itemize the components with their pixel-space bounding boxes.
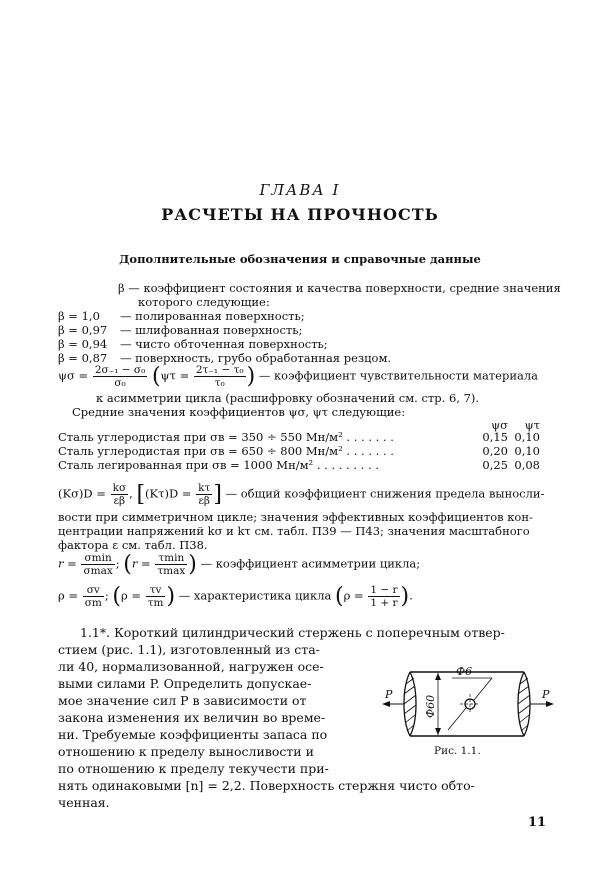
r-tau-fraction: $\frac{\tau\min}{\tau\max}$ [157, 552, 186, 577]
beta-item: β = 0,97 — шлифованная поверхность; [58, 323, 303, 337]
kd-text: фактора ε см. табл. П38. [58, 538, 208, 552]
psi-sigma-fraction: $\frac{\text{2σ₋₁ − σ₀}}{\text{σ₀}}$ [94, 364, 146, 389]
beta-item: β = 1,0 — полированная поверхность; [58, 309, 305, 323]
force-left-label: P [385, 688, 393, 701]
rho-r-fraction: $\frac{1 - r}{1 + r}$ [370, 584, 398, 609]
rod-drawing [382, 660, 554, 750]
psi-formula: ψσ = $\frac{\text{2σ₋₁ − σ₀}}{\text{σ₀}}$ (ψτ = $\frac{\text{2τ₋₁ − τ₀}}{\text{τ₀}}$ ) — коэффициент чувствительности материала [58, 364, 539, 389]
kd-formula: (Kσ)D = $\frac{k\sigma}{\varepsilon\beta}$ , [(Kτ)D = $\frac{k\tau}{\varepsilon\beta}$ ] — общий коэффициент снижения предела выносли- [58, 482, 545, 507]
problem-line: ни. Требуемые коэффициенты запаса по [58, 727, 328, 742]
problem-line: 1.1*. Короткий цилиндрический стержень с поперечным отвер- [80, 625, 505, 640]
table-row-label: Сталь углеродистая при σв = 650 ÷ 800 Мн/м² . . . . . . . [58, 444, 394, 458]
table-cell: 0,10 [514, 430, 540, 444]
figure-caption: Рис. 1.1. [434, 745, 481, 757]
rho-formula: ρ = $\frac{\sigma v}{\sigma m}$ ; (ρ = $\frac{\tau v}{\tau m}$ ) — характеристика цикла (ρ = $\frac{1 - r}{1 + r}$ ). [58, 584, 413, 609]
psi-tau-fraction: $\frac{\text{2τ₋₁ − τ₀}}{\text{τ₀}}$ [195, 364, 244, 389]
table-header: ψσ [491, 418, 508, 432]
r-formula: r = $\frac{\sigma\min}{\sigma\max}$ ; (r = $\frac{\tau\min}{\tau\max}$ ) — коэффициент асимметрии цикла; [58, 552, 421, 577]
problem-line: отношению к пределу выносливости и [58, 744, 314, 759]
problem-line: нять одинаковыми [n] = 2,2. Поверхность стержня чисто обто- [58, 778, 475, 793]
chapter-heading: ГЛАВА I [259, 181, 341, 199]
table-row-label: Сталь углеродистая при σв = 350 ÷ 550 Мн/м² . . . . . . . [58, 430, 394, 444]
problem-line: ченная. [58, 795, 110, 810]
rho-tau-fraction: $\frac{\tau v}{\tau m}$ [147, 584, 164, 609]
chapter-title: РАСЧЕТЫ НА ПРОЧНОСТЬ [161, 205, 439, 224]
hole-dimension-label: Ф6 [456, 665, 473, 678]
problem-line: по отношению к пределу текучести при- [58, 761, 329, 776]
section-subtitle: Дополнительные обозначения и справочные данные [119, 252, 481, 266]
problem-line: стием (рис. 1.1), изготовленный из ста- [58, 642, 320, 657]
table-cell: 0,10 [514, 444, 540, 458]
problem-line: закона изменения их величин во време- [58, 710, 326, 725]
figure-1-1 [382, 660, 554, 750]
rho-sigma-fraction: $\frac{\sigma v}{\sigma m}$ [84, 584, 102, 609]
table-cell: 0,20 [482, 444, 508, 458]
beta-item: β = 0,94 — чисто обточенная поверхность; [58, 337, 328, 351]
beta-definition: β — коэффициент состояния и качества поверхности, средние значения [118, 281, 561, 295]
psi-mean-values: Средние значения коэффициентов ψσ, ψτ следующие: [72, 405, 406, 419]
problem-line: ли 40, нормализованной, нагружен осе- [58, 659, 324, 674]
force-right-label: P [542, 688, 550, 701]
table-cell: 0,08 [514, 458, 540, 472]
r-sigma-fraction: $\frac{\sigma\min}{\sigma\max}$ [83, 552, 113, 577]
table-cell: 0,25 [482, 458, 508, 472]
psi-text-cont: к асимметрии цикла (расшифровку обозначений см. стр. 6, 7). [96, 391, 480, 405]
beta-item: β = 0,87 — поверхность, грубо обработанная резцом. [58, 351, 392, 365]
problem-line: выми силами P. Определить допускае- [58, 676, 312, 691]
kd-sigma-fraction: $\frac{k\sigma}{\varepsilon\beta}$ [112, 482, 127, 507]
beta-definition-cont: которого следующие: [138, 295, 270, 309]
problem-line: мое значение сил P в зависимости от [58, 693, 307, 708]
kd-text: центрации напряжений kσ и kτ см. табл. П39 — П43; значения масштабного [58, 524, 530, 538]
kd-tau-fraction: $\frac{k\tau}{\varepsilon\beta}$ [198, 482, 211, 507]
table-header: ψτ [524, 418, 540, 432]
kd-text: вости при симметричном цикле; значения эффективных коэффициентов кон- [58, 510, 533, 524]
table-cell: 0,15 [482, 430, 508, 444]
table-row-label: Сталь легированная при σв = 1000 Мн/м² . . . . . . . . . [58, 458, 379, 472]
diameter-dimension-label: Ф60 [424, 694, 437, 718]
page-number: 11 [528, 815, 547, 830]
